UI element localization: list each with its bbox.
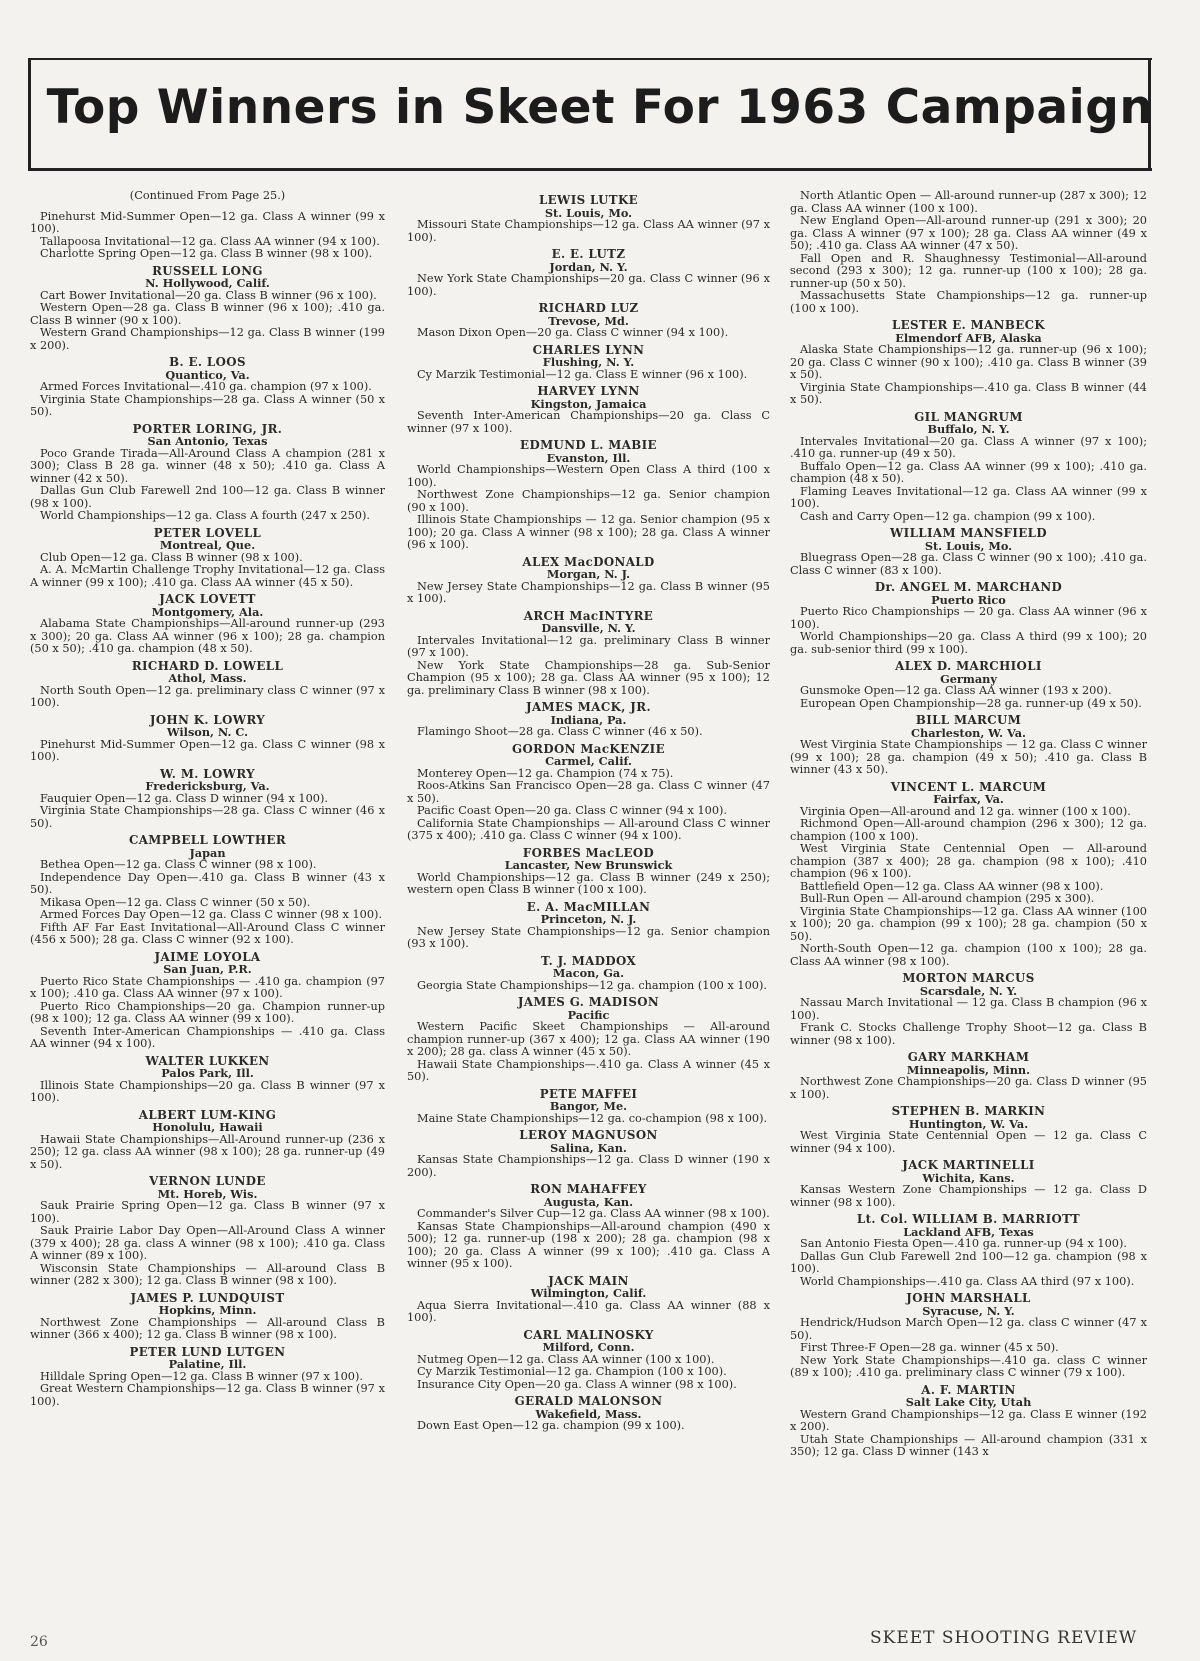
result-entry: Intervales Invitational—12 ga. preliminary Class B winner (97 x 100). <box>407 633 770 659</box>
result-entry: Sauk Prairie Spring Open—12 ga. Class B winner (97 x 100). <box>30 1199 385 1225</box>
result-entry: Flamingo Shoot—28 ga. Class C winner (46 x 50). <box>417 725 703 738</box>
result-entry: Alabama State Championships—All-around runner-up (293 x 300); 20 ga. Class AA winner (96 x 100); 28 ga. champion (50 x 50); .410 ga. champion (48 x 50). <box>30 617 385 655</box>
winner-name: HARVEY LYNN <box>537 384 640 398</box>
winner-location: Milford, Conn. <box>542 1340 635 1354</box>
winner-location: Honolulu, Hawaii <box>152 1120 263 1134</box>
winner-location: Morgan, N. J. <box>546 567 631 581</box>
winner-location: Wilson, N. C. <box>166 725 249 739</box>
result-entry: Hendrick/Hudson March Open—12 ga. class C winner (47 x 50). <box>790 1316 1147 1342</box>
result-entry: Insurance City Open—20 ga. Class A winner (98 x 100). <box>417 1377 737 1391</box>
result-entry: Mikasa Open—12 ga. Class C winner (50 x 50). <box>40 895 311 909</box>
winner-location: Huntington, W. Va. <box>908 1116 1029 1131</box>
result-entry: World Championships—.410 ga. Class AA third (97 x 100). <box>800 1274 1135 1288</box>
winner-location: Minneapolis, Minn. <box>906 1062 1031 1077</box>
winner-name: PORTER LORING, JR. <box>132 421 283 436</box>
result-entry: Aqua Sierra Invitational—.410 ga. Class AA winner (88 x 100). <box>407 1298 770 1324</box>
column-3 <box>790 190 1147 1610</box>
result-entry: North-South Open—12 ga. champion (100 x 100); 28 ga. Class AA winner (98 x 100). <box>790 942 1147 968</box>
result-entry: Pinehurst Mid-Summer Open—12 ga. Class C winner (98 x 100). <box>30 737 385 763</box>
column-1 <box>30 190 385 1610</box>
result-entry: Virginia Open—All-around and 12 ga. winner (100 x 100). <box>800 804 1131 818</box>
result-entry: Seventh Inter-American Championships—20 ga. Class C winner (97 x 100). <box>407 409 770 435</box>
result-entry: Missouri State Championships—12 ga. Class AA winner (97 x 100). <box>407 218 770 244</box>
winner-name: JAMES P. LUNDQUIST <box>130 1290 285 1305</box>
winner-name: Dr. ANGEL M. MARCHAND <box>874 580 1063 594</box>
result-entry: Armed Forces Day Open—12 ga. Class C winner (98 x 100). <box>40 908 383 921</box>
winner-location: Kingston, Jamaica <box>530 396 647 411</box>
winner-location: Evanston, Ill. <box>546 450 631 465</box>
result-entry: Frank C. Stocks Challenge Trophy Shoot—12 ga. Class B winner (98 x 100). <box>790 1021 1147 1047</box>
result-entry: Bethea Open—12 ga. Class C winner (98 x 100). <box>40 858 317 871</box>
winner-location: Buffalo, N. Y. <box>927 422 1010 436</box>
winner-location: Mt. Horeb, Wis. <box>157 1186 258 1201</box>
page-title: Top Winners in Skeet For 1963 Campaign <box>46 80 1154 135</box>
winner-name: B. E. LOOS <box>169 355 246 369</box>
title-box-top-rule <box>28 58 1152 60</box>
winner-location: Germany <box>940 671 997 686</box>
result-entry: Northwest Zone Championships—20 ga. Class D winner (95 x 100). <box>790 1075 1147 1101</box>
result-entry: Down East Open—12 ga. champion (99 x 100). <box>417 1419 685 1432</box>
winner-name: LESTER E. MANBECK <box>891 318 1046 332</box>
result-entry: New York State Championships—20 ga. Class C winner (96 x 100). <box>407 272 770 298</box>
winner-location: Wilmington, Calif. <box>530 1286 647 1300</box>
winner-name: GIL MANGRUM <box>914 409 1023 424</box>
winner-name: STEPHEN B. MARKIN <box>891 1104 1046 1118</box>
result-entry: World Championships—12 ga. Class A fourth (247 x 250). <box>40 509 370 522</box>
winner-name: JACK MAIN <box>548 1273 629 1288</box>
winner-name: WILLIAM MANSFIELD <box>890 526 1047 540</box>
winner-name: GORDON MacKENZIE <box>512 741 665 756</box>
result-entry: West Virginia State Centennial Open — 12 ga. Class C winner (94 x 100). <box>790 1129 1147 1155</box>
winner-name: PETER LOVELL <box>153 525 262 540</box>
winner-location: Athol, Mass. <box>168 671 247 685</box>
winner-location: Syracuse, N. Y. <box>922 1303 1015 1318</box>
winner-name: GARY MARKHAM <box>907 1050 1030 1064</box>
result-entry: Great Western Championships—12 ga. Class B winner (97 x 100). <box>30 1382 385 1408</box>
result-entry: Virginia State Championships—28 ga. Class A winner (50 x 50). <box>30 392 385 418</box>
winner-name: FORBES MacLEOD <box>522 845 655 860</box>
winner-location: Pacific <box>567 1007 610 1022</box>
result-entry: Roos-Atkins San Francisco Open—28 ga. Class C winner (47 x 50). <box>407 779 770 805</box>
winner-location: Scarsdale, N. Y. <box>919 983 1018 998</box>
winner-location: Macon, Ga. <box>552 966 625 980</box>
result-entry: Sauk Prairie Labor Day Open—All-Around Class A winner (379 x 400); 28 ga. class A winner (98 x 100); .410 ga. Class A winner (89 x 100). <box>30 1224 385 1262</box>
winner-location: Wichita, Kans. <box>922 1170 1015 1185</box>
result-entry: Nassau March Invitational — 12 ga. Class B champion (96 x 100). <box>790 996 1147 1022</box>
result-entry: Georgia State Championships—12 ga. champion (100 x 100). <box>417 978 767 992</box>
winner-name: PETE MAFFEI <box>539 1086 638 1101</box>
winner-name: ARCH MacINTYRE <box>523 608 654 623</box>
winner-name: JAMES G. MADISON <box>517 995 660 1009</box>
winner-location: Bangor, Me. <box>549 1099 628 1113</box>
winner-name: LEWIS LUTKE <box>538 193 639 207</box>
result-entry: Hilldale Spring Open—12 ga. Class B winner (97 x 100). <box>40 1369 363 1383</box>
result-entry: Puerto Rico Championships—20 ga. Champion runner-up (98 x 100); 12 ga. Class AA winner (99 x 100). <box>30 999 385 1025</box>
winner-name: EDMUND L. MABIE <box>520 438 657 452</box>
result-entry: Dallas Gun Club Farewell 2nd 100—12 ga. Class B winner (98 x 100). <box>30 484 385 510</box>
result-entry: Cart Bower Invitational—20 ga. Class B winner (96 x 100). <box>40 288 377 302</box>
result-entry: Dallas Gun Club Farewell 2nd 100—12 ga. champion (98 x 100). <box>790 1249 1147 1275</box>
result-entry: Seventh Inter-American Championships — .410 ga. Class AA winner (94 x 100). <box>30 1024 385 1050</box>
page-number: 26 <box>30 1634 48 1650</box>
result-entry: Illinois State Championships — 12 ga. Senior champion (95 x 100); 20 ga. Class A winner (98 x 100); 28 ga. Class A winner (96 x 100). <box>407 513 770 551</box>
result-entry: Western Pacific Skeet Championships — All-around champion runner-up (367 x 400); 12 ga. Class AA winner (190 x 200); 28 ga. class A winner (45 x 50). <box>407 1020 770 1058</box>
result-entry: Bluegrass Open—28 ga. Class C winner (90 x 100); .410 ga. Class C winner (83 x 100). <box>790 551 1147 577</box>
winner-name: ALEX MacDONALD <box>522 554 655 569</box>
winner-location: Quantico, Va. <box>165 367 250 382</box>
winner-name: W. M. LOWRY <box>160 766 255 781</box>
winner-location: Fairfax, Va. <box>933 792 1004 806</box>
result-entry: Gunsmoke Open—12 ga. Class AA winner (193 x 200). <box>800 684 1112 697</box>
winner-name: RICHARD LUZ <box>538 301 639 315</box>
winner-name: T. J. MADDOX <box>540 953 637 968</box>
result-entry: Intervales Invitational—20 ga. Class A winner (97 x 100); .410 ga. runner-up (49 x 50). <box>790 434 1147 460</box>
result-entry: Fauquier Open—12 ga. Class D winner (94 x 100). <box>40 791 328 805</box>
winner-location: Trevose, Md. <box>548 313 629 328</box>
winner-location: Lackland AFB, Texas <box>903 1224 1034 1239</box>
result-entry: European Open Championship—28 ga. runner-up (49 x 50). <box>800 696 1142 710</box>
winner-name: JACK LOVETT <box>159 592 256 606</box>
result-entry: Alaska State Championships—12 ga. runner-up (96 x 100); 20 ga. Class C winner (90 x 100); .410 ga. Class B winner (39 x 50). <box>790 343 1147 381</box>
winner-location: Charleston, W. Va. <box>911 725 1026 740</box>
result-entry: Virginia State Championships—.410 ga. Class B winner (44 x 50). <box>790 380 1147 406</box>
result-entry: Independence Day Open—.410 ga. Class B winner (43 x 50). <box>30 870 385 896</box>
result-entry: Flaming Leaves Invitational—12 ga. Class AA winner (99 x 100). <box>790 484 1147 510</box>
result-entry: Tallapoosa Invitational—12 ga. Class AA winner (94 x 100). <box>40 234 380 248</box>
continued-note: (Continued From Page 25.) <box>129 190 286 202</box>
winner-location: St. Louis, Mo. <box>924 538 1013 553</box>
winner-name: RICHARD D. LOWELL <box>131 658 284 673</box>
winner-location: Fredericksburg, Va. <box>145 779 270 793</box>
result-entry: First Three-F Open—28 ga. winner (45 x 50). <box>800 1341 1059 1354</box>
winner-name: JOHN K. LOWRY <box>149 712 266 727</box>
result-entry: Mason Dixon Open—20 ga. Class C winner (94 x 100). <box>417 326 729 339</box>
result-entry: Club Open—12 ga. Class B winner (98 x 100). <box>40 550 303 564</box>
result-entry: Kansas Western Zone Championships — 12 ga. Class D winner (98 x 100). <box>790 1183 1147 1209</box>
result-entry: Utah State Championships — All-around champion (331 x 350); 12 ga. Class D winner (143 x <box>790 1432 1147 1458</box>
result-entry: West Virginia State Centennial Open — All-around champion (387 x 400); 28 ga. champion (98 x 100); .410 champion (96 x 100). <box>790 842 1147 880</box>
result-entry: Wisconsin State Championships — All-around Class B winner (282 x 300); 12 ga. Class B winner (98 x 100). <box>30 1261 385 1287</box>
winner-name: E. A. MacMILLAN <box>526 899 651 914</box>
winner-name: JOHN MARSHALL <box>906 1291 1031 1305</box>
result-entry: Illinois State Championships—20 ga. Class B winner (97 x 100). <box>30 1078 385 1104</box>
result-entry: Massachusetts State Championships—12 ga. runner-up (100 x 100). <box>790 289 1147 315</box>
result-entry: Fall Open and R. Shaughnessy Testimonial—All-around second (293 x 300); 12 ga. runner-up (100 x 100); 28 ga. runner-up (50 x 50). <box>790 251 1147 290</box>
winner-location: Wakefield, Mass. <box>535 1406 642 1421</box>
result-entry: North Atlantic Open — All-around runner-up (287 x 300); 12 ga. Class AA winner (100 x 100). <box>790 190 1147 215</box>
result-entry: New York State Championships—28 ga. Sub-Senior Champion (95 x 100); 28 ga. Class AA winner (95 x 100); 12 ga. preliminary Class B winner (98 x 100). <box>407 658 770 697</box>
result-entry: Northwest Zone Championships — All-around Class B winner (366 x 400); 12 ga. Class B winner (98 x 100). <box>30 1315 385 1341</box>
result-entry: Nutmeg Open—12 ga. Class AA winner (100 x 100). <box>417 1352 715 1366</box>
result-entry: Commander's Silver Cup—12 ga. Class AA winner (98 x 100). <box>417 1207 770 1220</box>
winner-location: Salina, Kan. <box>550 1140 627 1155</box>
winner-name: CARL MALINOSKY <box>523 1327 654 1342</box>
winner-name: WALTER LUKKEN <box>145 1053 270 1068</box>
result-entry: Maine State Championships—12 ga. co-champion (98 x 100). <box>417 1111 768 1125</box>
winner-name: CHARLES LYNN <box>532 342 645 357</box>
winner-location: Indiana, Pa. <box>550 712 627 727</box>
result-entry: World Championships—12 ga. Class B winner (249 x 250); western open Class B winner (100 x 100). <box>407 870 770 896</box>
result-entry: Puerto Rico Championships — 20 ga. Class AA winner (96 x 100). <box>790 605 1147 631</box>
result-entry: California State Championships — All-around Class C winner (375 x 400); .410 ga. Class C winner (94 x 100). <box>407 816 770 842</box>
column-2 <box>407 190 770 1610</box>
winner-name: GERALD MALONSON <box>514 1394 663 1408</box>
result-entry: Western Grand Championships—12 ga. Class B winner (199 x 200). <box>30 326 385 352</box>
winner-location: Japan <box>189 845 226 860</box>
result-entry: A. A. McMartin Challenge Trophy Invitational—12 ga. Class A winner (99 x 100); .410 ga. Class AA winner (45 x 50). <box>30 563 385 589</box>
winner-name: MORTON MARCUS <box>902 971 1035 985</box>
winner-location: Montreal, Que. <box>159 538 256 552</box>
result-entry: Hawaii State Championships—.410 ga. Class A winner (45 x 50). <box>407 1057 770 1083</box>
winner-location: Puerto Rico <box>931 592 1006 607</box>
result-entry: Northwest Zone Championships—12 ga. Senior champion (90 x 100). <box>407 488 770 514</box>
winner-location: Flushing, N. Y. <box>542 355 635 369</box>
winner-location: Augusta, Kan. <box>543 1194 634 1209</box>
result-entry: North South Open—12 ga. preliminary class C winner (97 x 100). <box>30 683 385 709</box>
result-entry: Cy Marzik Testimonial—12 ga. Class E winner (96 x 100). <box>417 367 748 381</box>
result-entry: Cy Marzik Testimonial—12 ga. Champion (100 x 100). <box>417 1365 727 1378</box>
result-entry: Puerto Rico State Championships — .410 ga. champion (97 x 100); .410 ga. Class AA winner (97 x 100). <box>30 974 385 1000</box>
result-entry: Bull-Run Open — All-around champion (295 x 300). <box>800 892 1095 905</box>
result-entry: World Championships—20 ga. Class A third (99 x 100); 20 ga. sub-senior third (99 x 100). <box>790 630 1147 656</box>
result-entry: Cash and Carry Open—12 ga. champion (99 x 100). <box>800 509 1096 523</box>
result-entry: New York State Championships—.410 ga. class C winner (89 x 100); .410 ga. preliminary class C winner (79 x 100). <box>790 1353 1147 1379</box>
winner-location: Princeton, N. J. <box>540 912 637 926</box>
winner-location: N. Hollywood, Calif. <box>145 276 270 290</box>
result-entry: Virginia State Championships—28 ga. Class C winner (46 x 50). <box>30 804 385 830</box>
result-entry: Charlotte Spring Open—12 ga. Class B winner (98 x 100). <box>40 247 373 260</box>
winner-location: Salt Lake City, Utah <box>905 1395 1032 1409</box>
result-entry: World Championships—Western Open Class A third (100 x 100). <box>407 463 770 489</box>
winner-location: Elmendorf AFB, Alaska <box>895 330 1042 345</box>
result-entry: Pacific Coast Open—20 ga. Class C winner (94 x 100). <box>417 804 728 817</box>
result-entry: West Virginia State Championships — 12 ga. Class C winner (99 x 100); 28 ga. champion (49 x 50); .410 ga. Class B winner (43 x 50). <box>790 738 1147 776</box>
winner-name: CAMPBELL LOWTHER <box>128 833 287 847</box>
winner-location: St. Louis, Mo. <box>544 205 633 220</box>
winner-location: Palatine, Ill. <box>168 1357 247 1371</box>
result-entry: Pinehurst Mid-Summer Open—12 ga. Class A winner (99 x 100). <box>30 209 385 235</box>
winner-location: Dansville, N. Y. <box>541 621 636 635</box>
winner-name: VINCENT L. MARCUM <box>890 779 1047 794</box>
winner-name: JAMES MACK, JR. <box>526 700 651 714</box>
winner-name: RON MAHAFFEY <box>530 1182 647 1196</box>
result-entry: New Jersey State Championships—12 ga. Senior champion (93 x 100). <box>407 924 770 950</box>
result-entry: Virginia State Championships—12 ga. Class AA winner (100 x 100); 20 ga. champion (99 x 100); 28 ga. champion (50 x 50). <box>790 904 1147 943</box>
result-entry: New Jersey State Championships—12 ga. Class B winner (95 x 100). <box>407 579 770 605</box>
winner-name: E. E. LUTZ <box>551 247 626 261</box>
winner-name: RUSSELL LONG <box>152 263 263 278</box>
winner-name: VERNON LUNDE <box>149 1174 266 1188</box>
result-entry: Kansas State Championships—All-around champion (490 x 500); 12 ga. runner-up (198 x 200); 28 ga. champion (98 x 100); 20 ga. Class A winner (99 x 100); .410 ga. Class A winner (95 x 100). <box>407 1219 770 1270</box>
winner-name: LEROY MAGNUSON <box>519 1128 658 1142</box>
result-entry: Poco Grande Tirada—All-Around Class A champion (281 x 300); Class B 28 ga. winner (48 x 50); .410 ga. Class A winner (42 x 50). <box>30 446 385 485</box>
result-entry: Buffalo Open—12 ga. Class AA winner (99 x 100); .410 ga. champion (48 x 50). <box>790 459 1147 485</box>
winner-name: JAIME LOYOLA <box>154 949 261 964</box>
result-entry: Monterey Open—12 ga. Champion (74 x 75). <box>417 766 674 780</box>
result-entry: Battlefield Open—12 ga. Class AA winner (98 x 100). <box>800 879 1104 893</box>
winner-name: JACK MARTINELLI <box>902 1158 1035 1172</box>
winner-location: Palos Park, Ill. <box>161 1066 254 1080</box>
winner-location: Hopkins, Minn. <box>158 1303 257 1317</box>
winner-location: Jordan, N. Y. <box>549 259 628 274</box>
winner-location: Carmel, Calif. <box>545 754 632 768</box>
result-entry: Western Grand Championships—12 ga. Class E winner (192 x 200). <box>790 1407 1147 1433</box>
result-entry: Fifth AF Far East Invitational—All-Around Class C winner (456 x 500); 28 ga. Class C winner (92 x 100). <box>30 920 385 946</box>
result-entry: San Antonio Fiesta Open—.410 ga. runner-up (94 x 100). <box>800 1237 1127 1250</box>
title-box-bottom-rule <box>28 168 1152 171</box>
winner-name: ALEX D. MARCHIOLI <box>895 659 1042 673</box>
result-entry: Hawaii State Championships—All-Around runner-up (236 x 250); 12 ga. class AA winner (98 x 100); 28 ga. runner-up (49 x 50). <box>30 1132 385 1171</box>
winner-name: ALBERT LUM-KING <box>138 1107 277 1122</box>
winner-name: BILL MARCUM <box>915 713 1022 727</box>
winner-location: Montgomery, Ala. <box>151 604 264 619</box>
result-entry: Armed Forces Invitational—.410 ga. champion (97 x 100). <box>40 380 372 393</box>
result-entry: Richmond Open—All-around champion (296 x 300); 12 ga. champion (100 x 100). <box>790 817 1147 843</box>
result-entry: Western Open—28 ga. Class B winner (96 x 100); .410 ga. Class B winner (90 x 100). <box>30 301 385 327</box>
result-entry: New England Open—All-around runner-up (291 x 300); 20 ga. Class A winner (97 x 100); 28 ga. Class AA winner (49 x 50); .410 ga. Class AA winner (47 x 50). <box>790 214 1147 252</box>
winner-name: Lt. Col. WILLIAM B. MARRIOTT <box>856 1212 1081 1226</box>
winner-location: San Antonio, Texas <box>147 434 268 448</box>
winner-location: Lancaster, New Brunswick <box>504 858 673 872</box>
magazine-name: SKEET SHOOTING REVIEW <box>870 1628 1138 1648</box>
winner-name: A. F. MARTIN <box>921 1382 1016 1397</box>
result-entry: Kansas State Championships—12 ga. Class D winner (190 x 200). <box>407 1153 770 1179</box>
winner-name: PETER LUND LUTGEN <box>129 1344 286 1359</box>
winner-location: San Juan, P.R. <box>163 962 252 976</box>
